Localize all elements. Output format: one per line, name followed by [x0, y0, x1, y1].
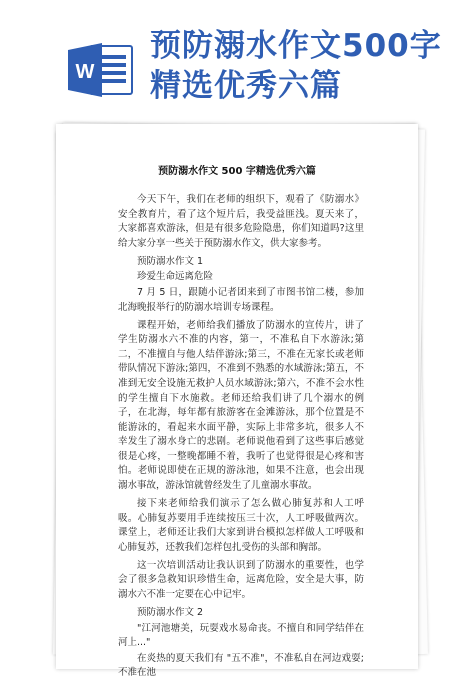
essay-title-1: 珍爱生命远离危险 — [137, 271, 214, 283]
paragraph-intro: 今天下午，我们在老师的组织下，观看了《防溺水》安全教育片，看了这个短片后，我受益匪浅。夏天来了，大家都喜欢游泳，但是有很多危险隐患，你们知道吗?这里给大家分享一些关于预防溺水作文，供大家参考。 — [118, 194, 364, 249]
page-header — [0, 0, 474, 118]
document-page — [56, 124, 418, 679]
paragraph-quote: "江河池塘美，玩耍戏水易命丧。不擅自和同学结伴在河上..." — [118, 622, 364, 649]
paragraph-cpr: 接下来老师给我们演示了怎么做心肺复苏和人工呼吸。心肺复苏要用手连续按压三十次，人工呼吸做两次。课堂上，老师还让我们大家到讲台模拟怎样做人工呼吸和心肺复苏，还教我们怎样包扎受伤的头部和胸部。 — [118, 498, 364, 553]
word-doc-icon — [66, 40, 136, 100]
page-title: 预防溺水作文500字精选优秀六篇 — [150, 28, 442, 104]
document-body — [118, 193, 364, 684]
section-heading-2: 预防溺水作文 2 — [137, 606, 204, 618]
section-heading-1: 预防溺水作文 1 — [137, 255, 204, 267]
paragraph-date: 7 月 5 日，跟随小记者团来到了市图书馆二楼，参加北海晚报举行的防溺水培训专场课程。 — [118, 286, 364, 313]
word-logo-letter: W — [75, 61, 95, 83]
paragraph-summary: 这一次培训活动让我认识到了防溺水的重要性，也学会了很多急救知识珍惜生命，远离危险，安全是大事，防溺水六不准一定要在心中记牢。 — [118, 559, 364, 600]
paragraph-five-rules: 在炎热的夏天我们有 "五不准"，不准私自在河边戏耍;不准在池 — [118, 652, 364, 679]
paragraph-course: 课程开始，老师给我们播放了防溺水的宣传片，讲了学生防溺水六不准的内容，第一，不准私自下水游泳;第二，不准擅自与他人结伴游泳;第三，不准在无家长或老师带队情况下游泳;第四，不准到不熟悉的水域游泳;第五，不准到无安全设施无救护人员水域游泳;第六，不准不会水性的学生擅自下水施救。老师还给我们讲了几个溺水的例子，在北海，每年都有旅游客在金滩游泳，那个位置是不能游泳的，看起来水面平静，实际上非常多坑，很多人不幸发生了溺水身亡的悲剧。老师说他看到了这些事后感觉很是心疼，一整晚都睡不着，我听了也觉得很是心疼和害怕。老师说即使在正规的游泳池，如果不注意，也会出现溺水事故，游泳馆就曾经发生了儿童溺水事故。 — [118, 319, 364, 492]
document-title: 预防溺水作文 500 字精选优秀六篇 — [158, 166, 316, 177]
